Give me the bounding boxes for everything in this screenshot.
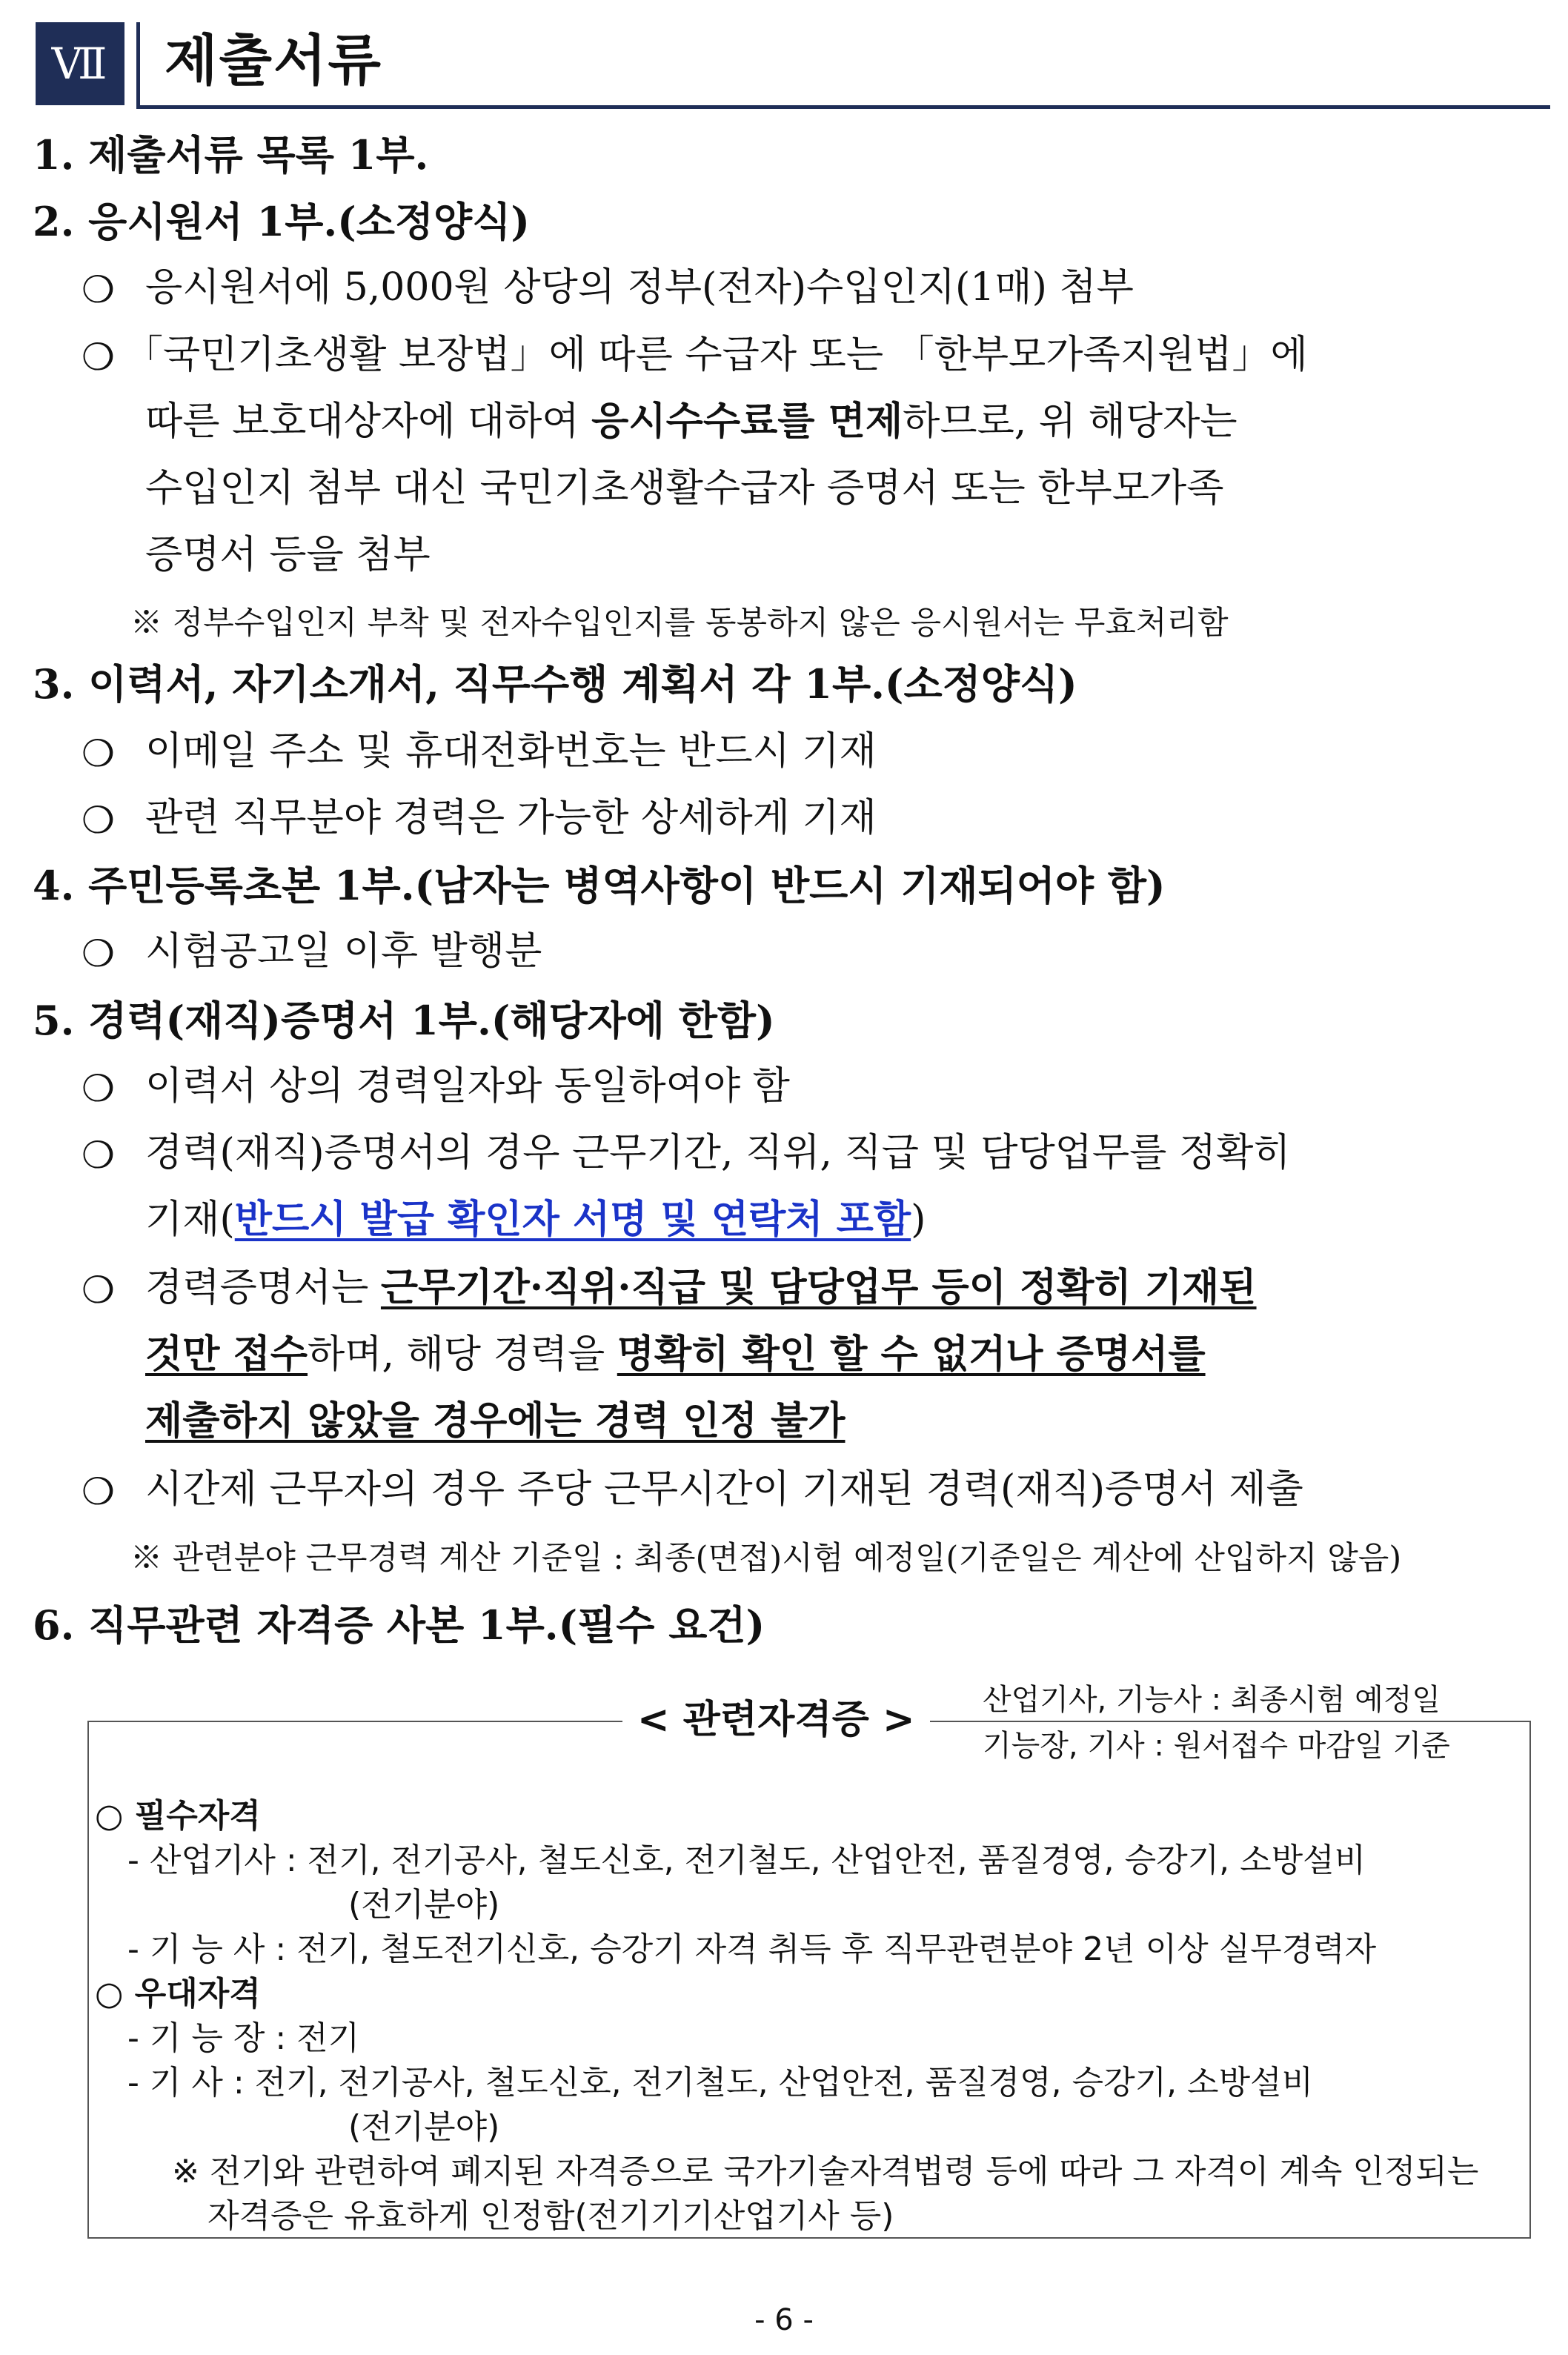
s2-bullet-2-line-1: 「국민기초생활 보장법」에 따른 수급자 또는 「한부모가족지원법」에 xyxy=(124,333,1308,377)
s5-b3-text-a: 경력증명서는 xyxy=(145,1266,381,1310)
bullet-icon: ❍ xyxy=(82,1470,115,1513)
bullet-icon: ❍ xyxy=(82,1134,115,1177)
s5-b2-text-c: ) xyxy=(911,1198,926,1242)
header-separator xyxy=(136,22,140,108)
s5-bullet-4: 시간제 근무자의 경우 주당 근무시간이 기재된 경력(재직)증명서 제출 xyxy=(145,1467,1303,1512)
s2-b2-emphasis: 응시수수료를 면제 xyxy=(591,399,903,444)
s2-bullet-2-line-4: 증명서 등을 첨부 xyxy=(145,533,431,577)
page-number: - 6 - xyxy=(754,2303,814,2337)
s5-b3-emphasis-3: 명확히 확인 할 수 없거나 증명서를 xyxy=(617,1332,1206,1377)
box-note-2: 기능장, 기사 : 원서접수 마감일 기준 xyxy=(983,1729,1450,1763)
s5-b2-text-a: 기재( xyxy=(145,1198,235,1242)
bullet-icon: ❍ xyxy=(82,336,115,379)
section-5-title: 5. 경력(재직)증명서 1부.(해당자에 한함) xyxy=(33,997,775,1044)
bullet-icon: ❍ xyxy=(82,932,115,975)
header-rule xyxy=(136,105,1550,109)
required-qual-title: ○ 필수자격 xyxy=(95,1797,261,1835)
page-title: 제출서류 xyxy=(165,29,382,93)
s2-bullet-2-line-3: 수입인지 첨부 대신 국민기초생활수급자 증명서 또는 한부모가족 xyxy=(145,466,1224,511)
section-1-title: 1. 제출서류 목록 1부. xyxy=(33,131,429,179)
required-qual-2: - 기 능 사 : 전기, 철도전기신호, 승강기 자격 취득 후 직무관련분야 2년 이상 실무경력자 xyxy=(127,1930,1377,1968)
bullet-icon: ❍ xyxy=(82,1269,115,1312)
s4-bullet-1: 시험공고일 이후 발행분 xyxy=(145,929,542,974)
bullet-icon: ❍ xyxy=(82,268,115,311)
s5-bullet-2-line-2 xyxy=(145,1197,926,1242)
section-3-title: 3. 이력서, 자기소개서, 직무수행 계획서 각 1부.(소정양식) xyxy=(33,660,1077,708)
certificate-box-title: < 관련자격증 > xyxy=(622,1688,930,1744)
bullet-icon: ❍ xyxy=(82,732,115,775)
s5-b3-emphasis-1: 근무기간·직위·직급 및 담당업무 등이 정확히 기재된 xyxy=(380,1265,1257,1310)
s3-bullet-1: 이메일 주소 및 휴대전화번호는 반드시 기재 xyxy=(145,729,877,774)
preferred-qual-2-line-1: - 기 사 : 전기, 전기공사, 철도신호, 전기철도, 산업안전, 품질경영, 승강기, 소방설비 xyxy=(127,2064,1314,2102)
s2-b2-text-a: 따른 보호대상자에 대하여 xyxy=(145,399,592,444)
bullet-icon: ❍ xyxy=(82,799,115,842)
preferred-qual-1: - 기 능 장 : 전기 xyxy=(127,2019,360,2057)
section-4-title: 4. 주민등록초본 1부.(남자는 병역사항이 반드시 기재되어야 함) xyxy=(33,862,1166,909)
section-2-title: 2. 응시원서 1부.(소정양식) xyxy=(33,198,530,245)
box-note-line-2: 자격증은 유효하게 인정함(전기기기산업기사 등) xyxy=(207,2197,894,2235)
preferred-qual-title: ○ 우대자격 xyxy=(95,1975,261,2013)
s5-note: ※ 관련분야 근무경력 계산 기준일 : 최종(면접)시험 예정일(기준일은 계산에 산입하지 않음) xyxy=(130,1540,1402,1577)
s2-note: ※ 정부수입인지 부착 및 전자수입인지를 동봉하지 않은 응시원서는 무효처리함 xyxy=(130,605,1229,642)
s5-b2-emphasis-blue: 반드시 발급 확인자 서명 및 연락처 포함 xyxy=(234,1197,911,1242)
s5-bullet-2-line-1: 경력(재직)증명서의 경우 근무기간, 직위, 직급 및 담당업무를 정확히 xyxy=(145,1131,1291,1175)
s3-bullet-2: 관련 직무분야 경력은 가능한 상세하게 기재 xyxy=(145,796,877,840)
s5-bullet-1: 이력서 상의 경력일자와 동일하여야 함 xyxy=(145,1064,790,1109)
s5-b3-text-b: 하며, 해당 경력을 xyxy=(308,1332,617,1377)
box-note-1: 산업기사, 기능사 : 최종시험 예정일 xyxy=(983,1683,1441,1717)
preferred-qual-2-line-2: (전기분야) xyxy=(348,2108,500,2146)
required-qual-1-line-2: (전기분야) xyxy=(348,1886,500,1924)
s2-bullet-2-line-2 xyxy=(145,399,1238,444)
s5-b3-emphasis-2: 것만 접수 xyxy=(145,1332,308,1377)
s5-bullet-3-line-3: 제출하지 않았을 경우에는 경력 인정 불가 xyxy=(145,1398,846,1444)
required-qual-1-line-1: - 산업기사 : 전기, 전기공사, 철도신호, 전기철도, 산업안전, 품질경영, 승강기, 소방설비 xyxy=(127,1841,1366,1879)
s5-bullet-3-line-1 xyxy=(145,1265,1257,1310)
box-note-line-1: ※ 전기와 관련하여 폐지된 자격증으로 국가기술자격법령 등에 따라 그 자격이 계속 인정되는 xyxy=(172,2153,1479,2190)
section-6-title: 6. 직무관련 자격증 사본 1부.(필수 요건) xyxy=(33,1601,765,1649)
section-number-badge: Ⅶ xyxy=(36,22,124,105)
s5-bullet-3-line-2 xyxy=(145,1332,1206,1377)
s2-bullet-1: 응시원서에 5,000원 상당의 정부(전자)수입인지(1매) 첨부 xyxy=(145,265,1134,310)
s2-b2-text-c: 하므로, 위 해당자는 xyxy=(903,399,1238,444)
bullet-icon: ❍ xyxy=(82,1067,115,1110)
